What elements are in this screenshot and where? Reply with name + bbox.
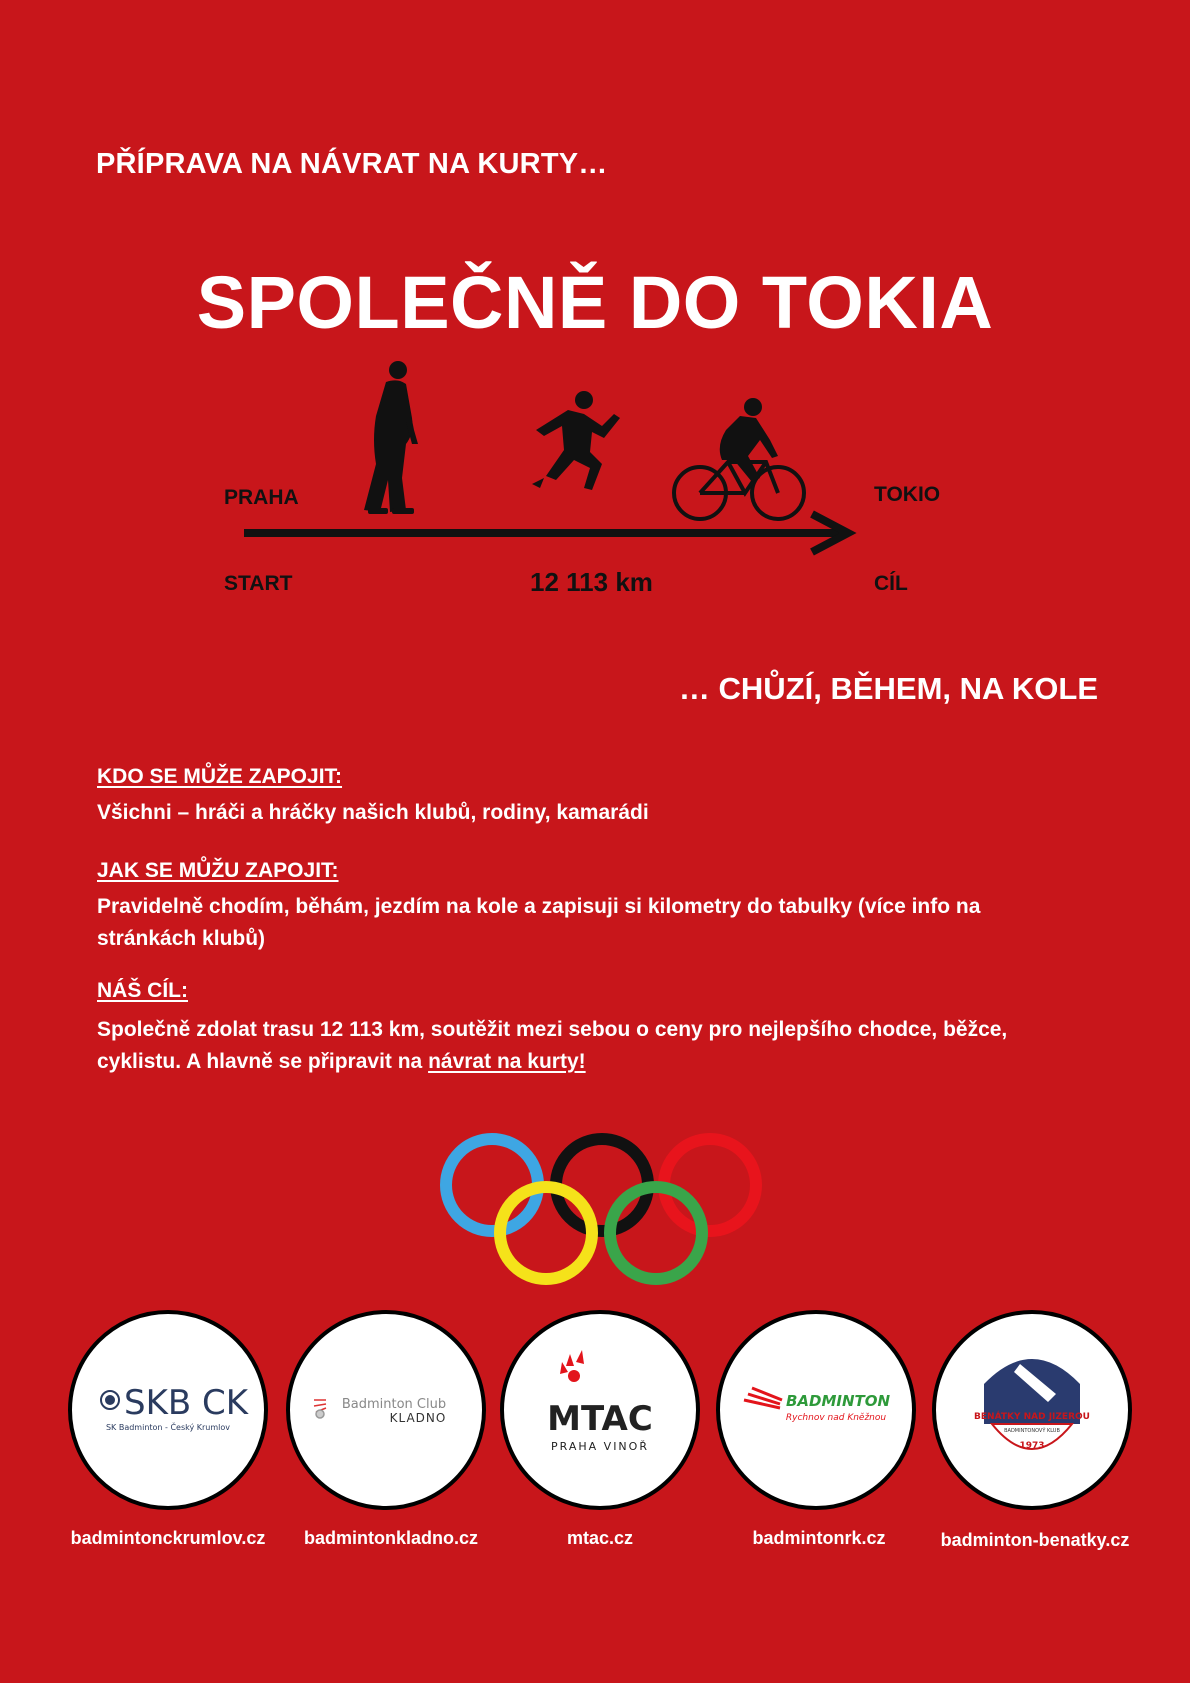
club-logo-rychnov[interactable] [716,1310,916,1510]
section-goal-highlight: návrat na kurty! [428,1050,586,1073]
section-who-title: KDO SE MŮŽE ZAPOJIT: [97,765,343,788]
olympic-rings-icon [436,1127,776,1287]
section-how-text: Pravidelně chodím, běhám, jezdím na kole a zapisuji si kilometry do tabulky (více info na stránkách klubů) [97,895,981,950]
shuttlecock-icon [314,1400,326,1418]
club-logo-mtac-main: MTAC [547,1399,653,1439]
route-from-city: PRAHA [224,486,299,509]
modes-text: … CHŮZÍ, BĚHEM, NA KOLE [678,671,1098,706]
club-url-rychnov[interactable]: badmintonrk.cz [752,1528,886,1548]
section-goal-title: NÁŠ CÍL: [97,979,188,1002]
club-logo-kladno-sub: KLADNO [389,1411,447,1425]
shuttlecock-icon [101,1391,119,1409]
club-logo-mtac-sub: PRAHA VINOŘ [551,1440,649,1453]
section-who-text: Všichni – hráči a hráčky našich klubů, rodiny, kamarádi [97,801,649,824]
club-url-kladno[interactable]: badmintonkladno.cz [303,1528,478,1548]
club-logo-kladno-main: Badminton Club [341,1397,447,1412]
route-start-label: START [224,572,293,595]
club-url-benatky[interactable]: badminton-benatky.cz [940,1530,1130,1550]
page-title: SPOLEČNĚ DO TOKIA [196,261,994,344]
club-logo-krumlov-sub: SK Badminton - Český Krumlov [105,1423,231,1432]
route-distance: 12 113 km [530,567,653,597]
club-logo-mtac[interactable] [500,1310,700,1510]
route-finish-label: CÍL [874,572,908,595]
club-logo-rychnov-main: BADMINTON [785,1392,891,1410]
club-logo-benatky-sub: BADMINTONOVÝ KLUB [1004,1428,1060,1434]
club-logo-benatky-main: BENÁTKY NAD JIZEROU [974,1412,1090,1422]
club-logo-rychnov-sub: Rychnov nad Kněžnou [785,1413,887,1423]
route-to-city: TOKIO [874,483,941,506]
club-logo-kladno[interactable] [286,1310,486,1510]
club-logo-krumlov[interactable] [68,1310,268,1510]
club-logo-benatky[interactable] [932,1310,1132,1510]
route-graphic [200,360,940,580]
shuttlecock-icon [744,1388,782,1408]
section-goal-body: Společně zdolat trasu 12 113 km, soutěžit mezi sebou o ceny pro nejlepšího chodce, běžce, cyklistu. A hlavně se připravit na [97,1018,1008,1073]
kicker-text: PŘÍPRAVA NA NÁVRAT NA KURTY… [96,148,608,180]
runner-silhouette-icon [532,391,620,490]
club-url-krumlov[interactable]: badmintonckrumlov.cz [70,1528,266,1548]
shuttlecock-icon [560,1350,584,1382]
section-goal-text [97,1014,1027,1078]
cyclist-silhouette-icon [674,462,804,519]
club-logo-benatky-year: 1973 [1019,1441,1045,1451]
walker-silhouette-icon [364,361,418,514]
section-how-title: JAK SE MŮŽU ZAPOJIT: [97,859,339,882]
club-url-mtac[interactable]: mtac.cz [566,1528,634,1548]
club-logo-krumlov-main: SKB CK [124,1383,249,1423]
